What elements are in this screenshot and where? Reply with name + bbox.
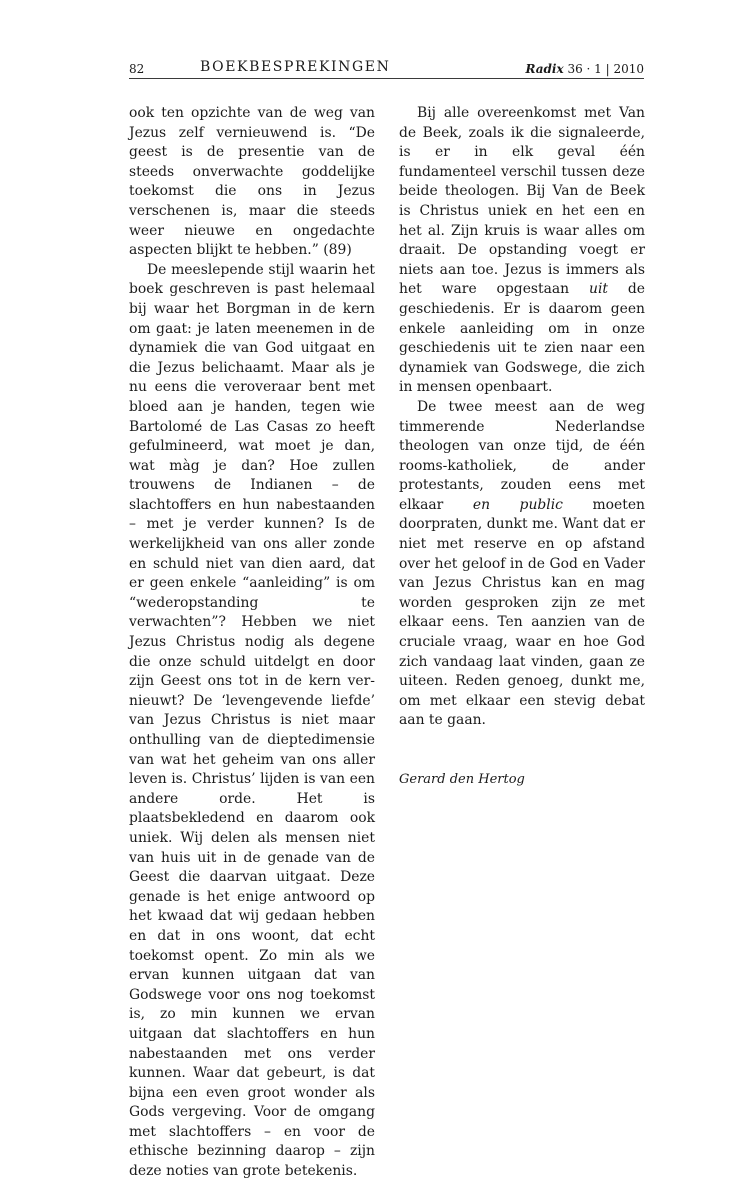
emphasis: uit: [589, 281, 608, 298]
section-title: BOEKBESPREKINGEN: [200, 59, 391, 75]
left-column: [129, 104, 375, 1182]
page-number: 82: [129, 62, 145, 76]
paragraph: Bij alle overeenkomst met Van de Beek, zoals ik die signaleerde, is er in elk geval één fundamenteel verschil tussen deze beide theologen. Bij Van de Beek is Christus uniek en het een en het al. Zijn kruis is waar alles om draait. De opstanding voegt er niets aan toe. Jezus is immers als het ware opgestaan uit de geschiedenis. Er is daarom geen enkele aanleiding om in onze geschiedenis uit te zien naar een dynamiek van Godswege, die zich in mensen openbaart.: [399, 105, 645, 396]
right-column: [399, 104, 645, 790]
author-signature: Gerard den Hertog: [399, 772, 525, 787]
paragraph: De twee meest aan de weg timmerende Nederlandse theologen van onze tijd, de één rooms-katholiek, de ander protestants, zouden eens met elkaar en public moeten doorpraten, dunkt me. Want dat er niet met reserve en op afstand over het geloof in de God en Vader van Jezus Christus kan en mag worden gesproken zijn ze met elkaar eens. Ten aanzien van de cruciale vraag, waar en hoe God zich vandaag laat vinden, gaan ze uiteen. Reden genoeg, dunkt me, om met elkaar een stevig debat aan te gaan.: [399, 398, 646, 729]
running-header: [129, 58, 644, 79]
emphasis: en public: [472, 496, 563, 513]
paragraph-continued: ook ten opzichte van de weg van Jezus zelf vernieuwend is. “De geest is de presentie van de steeds onverwachte goddelijke toekomst die ons in Jezus verschenen is, maar die steeds weer nieuwe en ongedachte aspecten blijkt te hebben.” (89): [129, 105, 375, 259]
journal-name: Radix: [525, 62, 564, 76]
journal-citation: [525, 62, 644, 76]
paragraph: De meeslepende stijl waarin het boek geschreven is past helemaal bij waar het Borgman in de kern om gaat: je laten meenemen in de dynamiek die van God uitgaat en die Jezus belichaamt. Maar als je nu eens die veroveraar bent met bloed aan je handen, tegen wie Bartolomé de Las Casas zo heeft gefulmineerd, wat moet je dan, wat màg je dan? Hoe zullen trouwens de Indianen – de slachtoffers en hun nabestaanden – met je verder kunnen? Is de werkelijkheid van ons aller zonde en schuld niet van dien aard, dat er geen enkele “aanleiding” is om “wederopstanding te verwachten”? Hebben we niet Jezus Christus nodig als degene die onze schuld uitdelgt en door zijn Geest ons tot in de kern vernieuwt? De ‘levengevende liefde’ van Jezus Christus is niet maar onthulling van de dieptedimensie van wat het geheim van ons aller leven is. Christus’ lijden is van een andere orde. Het is plaatsbekledend en daarom ook uniek. Wij delen als mensen niet van huis uit in de genade van de Geest die daarvan uitgaat. Deze genade is het enige antwoord op het kwaad dat wij gedaan hebben en dat in ons woont, dat echt toekomst opent. Zo min als we ervan kunnen uitgaan dat van Godswege voor ons nog toekomst is, zo min kunnen we ervan uitgaan dat slachtoffers en hun nabestaanden met ons verder kunnen. Waar dat gebeurt, is dat bijna een even groot wonder als Gods vergeving. Voor de omgang met slachtoffers – en voor de ethische bezinning daarop – zijn deze noties van grote betekenis.: [129, 261, 375, 1180]
journal-issue: 36 · 1 | 2010: [567, 62, 644, 76]
